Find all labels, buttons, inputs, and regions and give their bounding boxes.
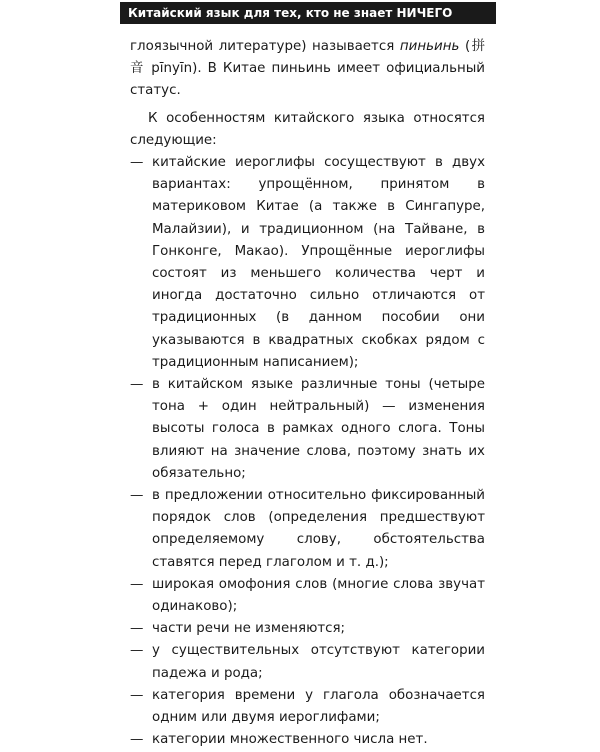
list-item-text: категории множественного числа нет. (152, 732, 428, 748)
intro-text-before: глоязычной литературе) называется (130, 39, 400, 54)
page-body (130, 36, 485, 752)
page-number: 4 (467, 5, 477, 20)
dash-marker: — (130, 643, 144, 659)
list-item-text: у существительных отсутствуют категории падежа и рода; (152, 643, 485, 681)
lead-paragraph: К особенностям китайского языка относятся следующие: (130, 110, 485, 148)
book-title: Китайский язык для тех, кто не знает НИЧЕГО (128, 6, 453, 20)
list-item (130, 574, 485, 618)
list-item-text: китайские иероглифы сосуществуют в двух вариантах: упрощённом, принятом в материковом Китае (а также в Сингапуре, Малайзии), и традиционном (на Тайване, в Гонконге, Макао). Упрощённые иероглифы состоят из меньшего количества черт и иногда достаточно сильно отличаются от традиционных (в данном пособии они указываются в квадратных скобках рядом с традиционным написанием); (152, 155, 485, 370)
dash-marker: — (130, 488, 144, 504)
intro-text-after: (拼音 pīnyīn). В Китае пиньинь имеет официальный статус. (130, 39, 485, 99)
list-item (130, 485, 485, 574)
intro-paragraph (130, 36, 485, 103)
dash-marker: — (130, 377, 144, 393)
list-item-text: категория времени у глагола обозначается одним или двумя иероглифами; (152, 687, 485, 726)
list-item-text: широкая омофония слов (многие слова звучат одинаково); (152, 576, 485, 615)
list-item-text: в китайском языке различные тоны (четыре тона + один нейтральный) — изменения высоты голоса в рамках одного слога. Тоны влияют на значение слова, поэтому знать их обязательно; (152, 377, 485, 481)
list-item (130, 152, 485, 374)
list-item (130, 374, 485, 485)
dash-marker: — (130, 576, 144, 592)
features-list (130, 152, 485, 751)
list-item (130, 640, 485, 684)
list-item (130, 729, 485, 751)
dash-marker: — (130, 687, 144, 703)
italic-term: пиньинь (399, 39, 460, 54)
list-item-text: в предложении относительно фиксированный порядок слов (определения предшествуют определяемому слову, обстоятельства ставятся перед глаголом и т. д.); (152, 488, 485, 570)
dash-marker: — (130, 155, 144, 171)
list-item (130, 685, 485, 729)
dash-marker: — (130, 732, 144, 748)
running-header (120, 2, 496, 24)
dash-marker: — (130, 621, 144, 637)
list-item (130, 618, 485, 640)
list-item-text: части речи не изменяются; (152, 621, 346, 637)
